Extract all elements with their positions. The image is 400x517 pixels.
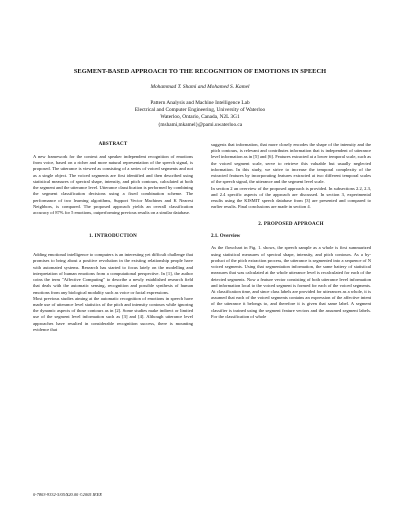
abstract-text: A new framework for the context and speaker independent recognition of emotions from voice, based on a richer and more natural representation of the speech signal, is proposed. The utterance is viewed as consisting of a series of voiced segments and not as a single object. The voiced segments are first identified and then described using statistical measures of spectral shape, intensity, and pitch contours, calculated at both the segment and the utterance level. Utterance classification is performed by combining the segment classification decisions using a fixed combination scheme. The performance of two learning algorithms, Support Vector Machines and K Nearest Neighbors, is compared. The proposed approach yields an overall classification accuracy of 87% for 5 emotions, outperforming previous results on a similar database. (33, 154, 193, 215)
abstract-heading: ABSTRACT (98, 142, 128, 147)
paper-title: SEGMENT-BASED APPROACH TO THE RECOGNITION OF EMOTIONS IN SPEECH (73, 68, 327, 75)
overview-subheading: 2.1. Overview (211, 234, 241, 240)
affiliation-block (30, 100, 370, 129)
introduction-heading: 1. INTRODUCTION (88, 234, 137, 240)
overview-paragraph: As the flowchart in Fig. 1. shows, the speech sample as a whole is first summarized using statistical measures of spectral shape, intensity, and pitch contours. As a by-product of the pitch extraction process, the utterance is segmented into a sequence of N voiced segments. Using that segmentation information, the same battery of statistical measures that was calculated at the whole utterance level is recalculated for each of the detected segments. Now a feature vector consisting of both utterance level information and information local to the voiced segment is formed for each of the voiced segments. At classification time, and since class labels are provided for utterances as a whole, it is assumed that each of the voiced segments contains an expression of the affective intent of the utterance it belongs to, and therefore it is given that same label. A segment classifier is trained using the segment feature vectors and the assumed segment labels. For the classification of whole (211, 245, 371, 319)
left-column (33, 142, 193, 333)
copyright-footer: 0-7803-9332-5/05/$20.00 ©2005 IEEE (33, 492, 103, 497)
affiliation-department: Electrical and Computer Engineering, University of Waterloo (134, 107, 266, 114)
paper-authors: Mohammad T. Shami and Mohamed S. Kamel (150, 84, 250, 90)
introduction-continued-paragraph: In section 2 an overview of the proposed approach is provided. In subsections 2.2, 2.3, and 2.4 specific aspects of the approach are discussed. In section 3, experimental results using the KISMIT speech database from [3] are presented and compared to earlier results. Final conclusions are made in section 4. (211, 185, 371, 210)
introduction-paragraph: Most previous studies aiming at the automatic recognition of emotions in speech have made use of utterance level statistics of the pitch and intensity contours while ignoring the dynamic aspects of those contours as in [2]. Some studies make indirect or limited use of the segment level information such as [3] and [4]. Although utterance level approaches have resulted in considerable recognition success, there is mounting evidence that (33, 295, 193, 332)
affiliation-email: {mshami,mkamel}@pami.uwaterloo.ca (157, 121, 243, 128)
affiliation-address: Waterloo, Ontario, Canada, N2L 3G1 (160, 114, 240, 121)
affiliation-lab: Pattern Analysis and Machine Intelligence Lab (150, 100, 250, 106)
introduction-paragraph: Adding emotional intelligence to computers is an interesting yet difficult challenge that promises to bring about a positive revolution in the existing relationship people have with automated systems. Research has started to focus lately on the modelling and interpretation of human emotions from a computational perspective. In [1], the author coins the term "Affective Computing" to describe a newly established research field that deals with the automatic sensing, recognition and possible synthesis of human emotions from any biological modality such as voice or facial expressions. (33, 252, 193, 295)
introduction-continued-paragraph: suggests that information, that more closely encodes the shape of the intensity and the pitch contours, is relevant and contributes information that is independent of utterance level information as in [5] and [6]. Features extracted at a lower temporal scale, such as the voiced segment scale, serve to retrieve this valuable but usually neglected information. In this study, we strive to increase the temporal complexity of the extracted features by incorporating features extracted at two different temporal scales of the speech signal, the utterance and the segment level scale. (211, 142, 371, 185)
right-column (211, 142, 371, 320)
section2-heading: 2. PROPOSED APPROACH (258, 222, 324, 228)
